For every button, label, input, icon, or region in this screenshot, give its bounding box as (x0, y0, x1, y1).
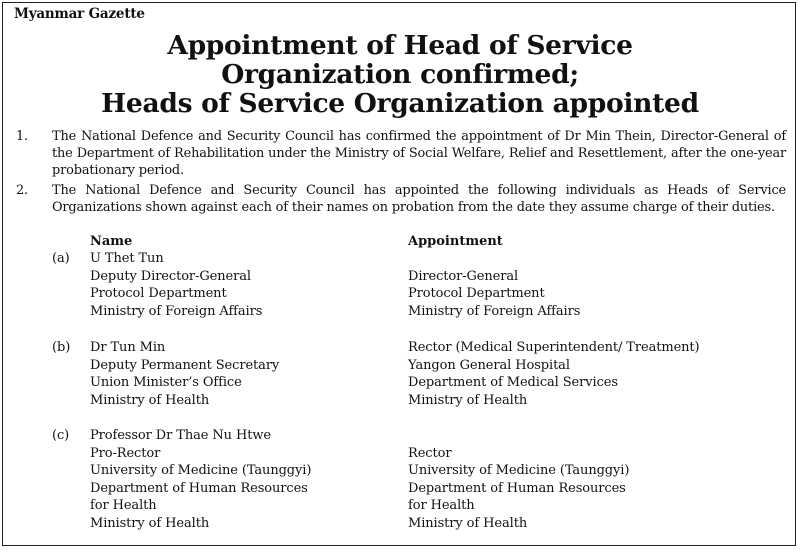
appointment-line: Department of Human Resources (408, 480, 626, 496)
name-line: for Health (90, 498, 157, 513)
column-header-appointment: Appointment (408, 234, 503, 249)
appointment-line: Ministry of Health (408, 515, 528, 531)
headline-line-2: Organization confirmed; (221, 59, 579, 90)
name-line: Ministry of Foreign Affairs (90, 303, 263, 319)
column-header-name: Name (90, 234, 133, 249)
paragraph-2 (16, 182, 786, 216)
name-line: Department of Human Resources (90, 480, 308, 496)
headline (0, 31, 800, 118)
appointment-line: Protocol Department (408, 286, 545, 301)
appointment-line: Rector (408, 445, 452, 461)
name-line: Deputy Director-General (90, 268, 251, 284)
appointment-line: University of Medicine (Taunggyi) (408, 463, 630, 478)
appointment-line: Yangon General Hospital (408, 357, 570, 373)
entry-letter: (b) (52, 340, 71, 355)
paragraph-number: 1. (16, 129, 28, 144)
entry-letter: (a) (52, 251, 70, 266)
appointment-line: Department of Medical Services (408, 375, 618, 390)
paragraph-text: The National Defence and Security Council has appointed the following individuals as Heads of Service Organizations shown against each of their names on probation from the date they assume charge of their duties. (52, 183, 786, 216)
name-line: Professor Dr Thae Nu Htwe (90, 428, 271, 443)
name-line: U Thet Tun (90, 251, 164, 266)
name-line: Dr Tun Min (90, 340, 166, 355)
name-line: Ministry of Health (90, 515, 210, 531)
headline-line-1: Appointment of Head of Service (167, 30, 633, 61)
paragraph-number: 2. (16, 183, 28, 198)
name-line: Pro-Rector (90, 445, 161, 461)
name-line: Deputy Permanent Secretary (90, 357, 280, 373)
appointment-line: for Health (408, 498, 475, 513)
name-line: Protocol Department (90, 286, 227, 301)
appointment-line: Rector (Medical Superintendent/ Treatment) (408, 340, 700, 355)
entry-letter: (c) (52, 428, 70, 443)
name-line: University of Medicine (Taunggyi) (90, 463, 312, 478)
paragraph-1 (16, 128, 786, 180)
paragraph-text: The National Defence and Security Council has confirmed the appointment of Dr Min Thein, Director-General of the Department of Rehabilitation under the Ministry of Social Welfare, Relief and Resettlement, after the one-year probationary period. (52, 129, 786, 179)
name-line: Ministry of Health (90, 392, 210, 408)
name-line: Union Minister’s Office (90, 375, 242, 390)
appointment-line: Director-General (408, 268, 519, 284)
headline-line-3: Heads of Service Organization appointed (101, 88, 699, 119)
masthead: Myanmar Gazette (14, 6, 145, 22)
appointment-line: Ministry of Foreign Affairs (408, 303, 581, 319)
appointment-line: Ministry of Health (408, 392, 528, 408)
